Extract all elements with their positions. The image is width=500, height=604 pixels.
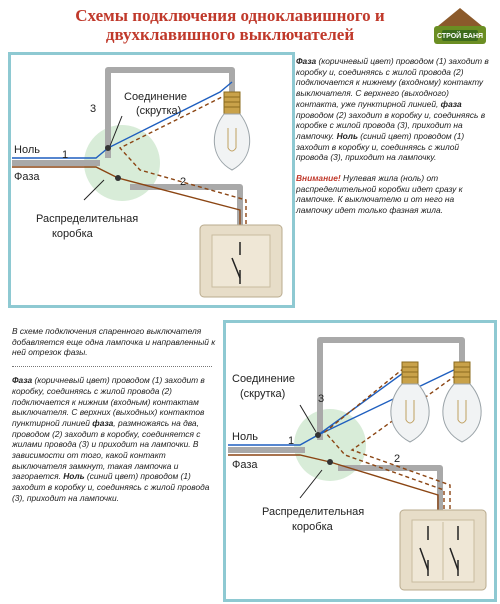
text-run: (коричневый цвет) проводом (1) заходит в коробку и, соединяясь с жилой провода (2) подключается к нижнему (входному) контакту выключателя. С верхнего (выходного) контакта, уже пунктирной линией, — [296, 56, 489, 109]
connection-label-2: (скрутка) — [240, 388, 286, 400]
wire-number-1: 1 — [288, 435, 295, 447]
box-label-2: коробка — [292, 521, 333, 533]
bulb-icon — [443, 362, 481, 442]
bold-term: фаза — [440, 98, 462, 109]
bulb-icon — [214, 92, 249, 170]
box-label-2: коробка — [52, 228, 93, 240]
twist-dot — [115, 175, 121, 181]
bold-term: фаза — [92, 417, 114, 428]
label-zero: Ноль — [232, 431, 258, 443]
title-line-2: двухклавишного выключателей — [105, 25, 355, 44]
connection-label-1: Соединение — [124, 91, 188, 103]
text-run: , размножаясь на два, проводом (2) заходит в коробку, соединяется с жилами провода (3) и приходит на лампочки. В зависимости от того, какой контакт выключателя замкнут, такая лампочка и загорается. — [12, 417, 201, 482]
warning-text: Нулевая жила (ноль) от распределительной коробки идет сразу к лампочке. К выключателю и от него на лампочку идет только фазная жила. — [296, 173, 463, 216]
cable-2 — [338, 468, 440, 510]
text-right — [296, 56, 492, 216]
wire-number-3: 3 — [90, 103, 97, 115]
twist-dot — [315, 432, 321, 438]
bold-term: Ноль — [336, 130, 358, 141]
box-label-1: Распределительная — [36, 213, 139, 225]
connection-label-1: Соединение — [232, 373, 296, 385]
divider — [12, 366, 212, 367]
warning-label: Внимание! — [296, 173, 341, 184]
box-label-1: Распределительная — [262, 506, 365, 518]
label-phase: Фаза — [232, 459, 258, 471]
wire-number-3: 3 — [318, 393, 325, 405]
switch-double-icon — [400, 510, 486, 590]
title-line-1: Схемы подключения одноклавишного и — [75, 6, 385, 25]
text-left-intro: В схеме подключения спаренного выключателя добавляется еще одна лампочка и направленный к ней отрезок фазы. — [12, 326, 216, 358]
label-zero: Ноль — [14, 144, 40, 156]
text-run: (коричневый цвет) проводом (1) заходит в коробку, соединяясь с жилой провода (2) подключается к нижним (входным) контактам выключателя. С верхних (выходных) контактов пунктирной линией — [12, 375, 205, 428]
bold-term: Фаза — [12, 375, 33, 386]
diagram-1 — [12, 70, 282, 297]
bold-term: Фаза — [296, 56, 317, 66]
text-run: проводом (2) заходит в коробку и, соединяясь в коробке с жилой провода (3), приходит на лампочку. — [296, 109, 486, 141]
wire-number-2: 2 — [180, 176, 187, 188]
logo-text: СТРОЙ БАНЯ — [436, 33, 484, 40]
diagram-2 — [228, 340, 486, 590]
wire-number-2: 2 — [394, 453, 401, 465]
label-phase: Фаза — [14, 171, 40, 183]
wire-number-1: 1 — [62, 149, 69, 161]
text-run: (синий цвет) проводом (1) заходит в коробку и, соединяясь с жилой провода (3), приходит на лампочки. — [12, 471, 210, 503]
text-run: (синий цвет) проводом (1) заходит в коробку и, соединяясь с жилой провода (3), приходит на лампочку. — [296, 130, 465, 163]
text-left — [12, 326, 218, 504]
text-left-p — [12, 375, 218, 503]
bold-term: Ноль — [63, 471, 85, 482]
text-right-p2 — [296, 173, 492, 216]
switch-single-icon — [200, 225, 282, 297]
text-right-p1 — [296, 56, 492, 163]
connection-label-2: (скрутка) — [136, 105, 182, 117]
twist-dot — [327, 459, 333, 465]
